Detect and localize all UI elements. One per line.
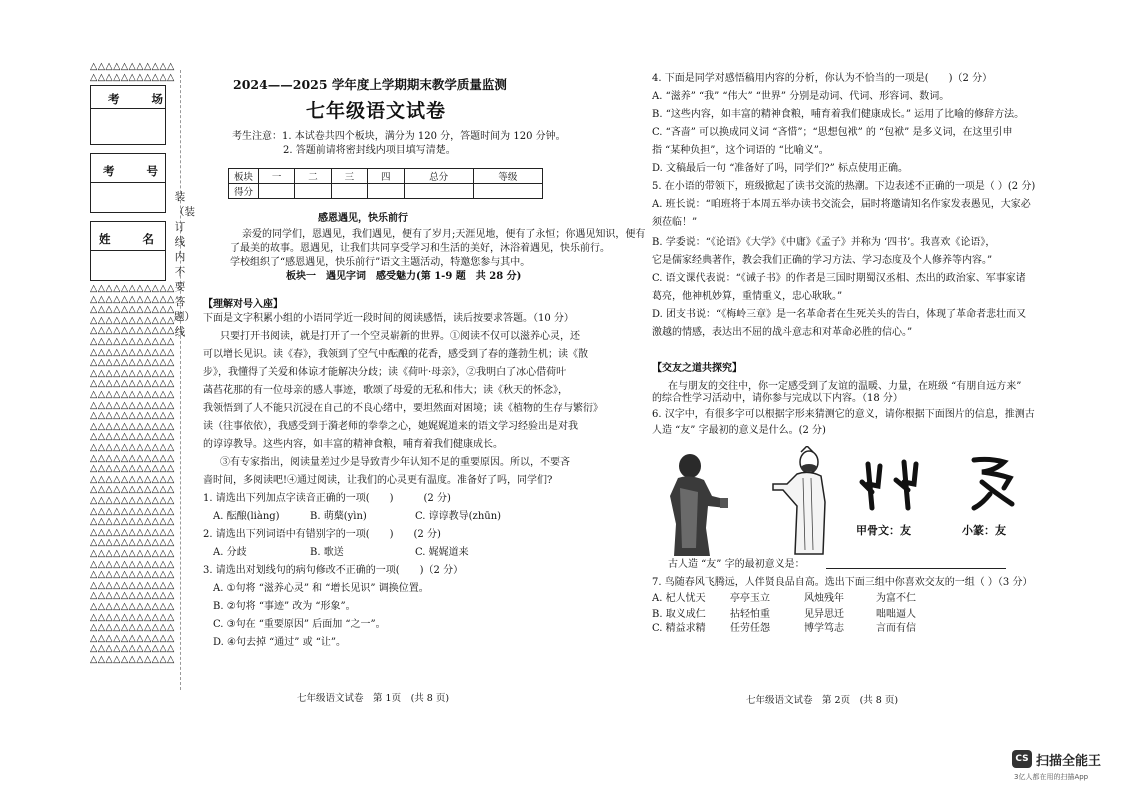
triangle-row: △△△△△△△△△△△: [90, 558, 175, 570]
part-desc-2-cont: 的综合性学习活动中，请你参与完成以下内容。（18 分）: [652, 393, 903, 404]
triangle-row: △△△△△△△△△△△: [90, 590, 175, 602]
score-header-cell: 总分: [404, 169, 473, 184]
triangle-row: △△△△△△△△△△△: [90, 622, 175, 634]
triangle-row: △△△△△△△△△△△: [90, 420, 175, 432]
triangle-row: △△△△△△△△△△△: [90, 569, 175, 581]
q2-option-b: B. 歌送: [310, 547, 344, 558]
q1-option-c: C. 谆谆教导(zhūn): [415, 511, 502, 522]
intro-line: 亲爱的同学们，恩遇见，我们遇见，便有了岁月;天涯见地，便有了永恒；你遇见知识，便有: [242, 229, 646, 240]
exam-year-title: 2024——2025 学年度上学期期末教学质量监测: [233, 77, 507, 92]
q5-option-b: B. 学委说：“《论语》《大学》《中庸》《孟子》并称为 ‘四书’。我喜欢《论语》，: [652, 237, 996, 248]
q7-row-a-4: 为富不仁: [876, 593, 916, 604]
q7-row-a-3: 风烛残年: [804, 593, 844, 604]
score-header-cell: 一: [259, 169, 295, 184]
question-6-cont: 人造 “友” 字最初的意义是什么。(2 分): [652, 425, 826, 436]
q7-row-b-1: B. 取义成仁: [652, 609, 706, 620]
passage-line: 我领悟到了人不能只沉浸在自己的不良心绪中，要坦然面对困境；读《植物的生存与繁衍》: [203, 403, 603, 414]
triangle-row: △△△△△△△△△△△: [90, 367, 175, 379]
oracle-bone-char-you-icon: [858, 456, 938, 516]
triangle-row: △△△△△△△△△△△: [90, 336, 175, 347]
score-table-header-row: [229, 169, 543, 184]
triangle-row: △△△△△△△△△△△: [90, 71, 175, 83]
triangle-row: △△△△△△△△△△△: [90, 611, 175, 623]
notice-line-1: 考生注意：1. 本试卷共四个板块，满分为 120 分，答题时间为 120 分钟。: [232, 131, 566, 142]
q7-row-c-4: 言而有信: [876, 623, 916, 634]
score-row-label: 得分: [229, 184, 259, 199]
triangle-row: △△△△△△△△△△△: [90, 643, 175, 655]
name-box: [90, 221, 169, 281]
triangle-row: △△△△△△△△△△△: [90, 516, 175, 528]
triangle-row: △△△△△△△△△△△: [90, 484, 175, 496]
exam-no-label: 考 号: [103, 164, 173, 178]
score-header-cell: 二: [295, 169, 331, 184]
question-3: 3. 请选出对划线句的病句修改不正确的一项( )（2 分）: [203, 565, 464, 576]
q5-option-a: A. 班长说：“咱班将于本周五举办读书交流会，届时将邀请知名作家发表愚见，大家必: [652, 199, 1031, 210]
triangle-row: △△△△△△△△△△△: [90, 410, 175, 422]
passage-line: 菡萏花那的有一位母亲的感人事迹，歌颂了母爱的无私和伟大；读《秋天的怀念》，: [203, 385, 568, 396]
triangle-row: △△△△△△△△△△△: [90, 399, 175, 411]
q3-option-d: D. ④句去掉 “通过” 或 “让”。: [213, 637, 346, 648]
triangle-row: △△△△△△△△△△△: [90, 293, 175, 305]
subtitle: 感恩遇见，快乐前行: [318, 213, 408, 224]
q5-option-a-cont: 须莅临！”: [652, 217, 698, 228]
q5-option-d: D. 团支书说：“《梅岭三章》是一名革命者在生死关头的告白，体现了革命者悲壮而又: [652, 309, 1027, 320]
part-label: 【理解对号入座】: [203, 299, 283, 310]
triangle-row: △△△△△△△△△△△: [90, 431, 175, 443]
q1-option-b: B. 萌蘖(yìn): [310, 511, 367, 522]
score-table-row: [229, 184, 543, 199]
passage-line: 只要打开书阅读，就是打开了一个空灵崭新的世界。①阅读不仅可以滋养心灵，还: [220, 331, 580, 342]
q7-row-c-2: 任劳任怨: [730, 623, 770, 634]
q7-row-c-3: 博学笃志: [804, 623, 844, 634]
triangle-row: △△△△△△△△△△△: [90, 378, 175, 390]
question-6: 6. 汉字中，有很多字可以根据字形来猜测它的意义，请你根据下面图片的信息，推测古: [652, 409, 1035, 420]
intro-line: 了最美的故事。恩遇见，让我们共同享受学习和生活的美好，沐浴着遇见，快乐前行。: [230, 243, 610, 254]
score-header-cell: 板块: [229, 169, 259, 184]
q7-row-b-2: 拈轻怕重: [730, 609, 770, 620]
q5-option-c: C. 语文课代表说：“《诫子书》的作者是三国时期蜀汉丞相、杰出的政治家、军事家诸: [652, 273, 1026, 284]
q4-option-d: D. 文稿最后一句 “准备好了吗，同学们?” 标点使用正确。: [652, 163, 908, 174]
section-title: 板块一 遇见字词 感受魅力(第 1-9 题 共 28 分): [286, 271, 522, 282]
triangle-row: △△△△△△△△△△△: [90, 495, 175, 506]
score-cell[interactable]: [295, 184, 331, 199]
q3-option-a: A. ①句将 “滋养心灵” 和 “增长见识” 调换位置。: [213, 583, 429, 594]
triangle-row: △△△△△△△△△△△: [90, 389, 175, 400]
triangle-row: △△△△△△△△△△△: [90, 579, 175, 591]
camscanner-brand: 扫描全能王: [1036, 754, 1102, 769]
triangle-row: △△△△△△△△△△△: [90, 452, 175, 464]
camscanner-tagline: 3亿人都在用的扫描App: [1014, 773, 1089, 781]
q7-row-a-1: A. 杞人忧天: [652, 593, 706, 604]
question-5: 5. 在小语的带领下，班级掀起了读书交流的热潮。下边表述不正确的一项是（ ）(2 分): [652, 181, 1036, 192]
q7-row-b-4: 咄咄逼人: [876, 609, 916, 620]
page-2-footer: 七年级语文试卷 第 2页 (共 8 页): [746, 695, 899, 706]
score-header-cell: 四: [368, 169, 404, 184]
small-seal-char-you-icon: [960, 452, 1030, 512]
passage-line: ③有专家指出，阅读量差过少是导致青少年认知不足的重要原因。所以，不要吝: [220, 457, 570, 468]
exam-no-box: [90, 153, 173, 213]
page-1-footer: 七年级语文试卷 第 1页 (共 8 页): [297, 693, 450, 704]
question-4: 4. 下面是同学对感悟稿用内容的分析，你认为不恰当的一项是( )（2 分）: [652, 73, 993, 84]
q4-option-c-cont: 指 “某种负担”，这个词语的 “比喻义”。: [652, 145, 829, 156]
passage-line: 啬时间，多阅读吧!④通过阅读，让我们的心灵更有温度。准备好了吗，同学们?: [203, 475, 553, 486]
triangle-row: △△△△△△△△△△△: [90, 601, 175, 612]
triangle-row: △△△△△△△△△△△: [90, 314, 175, 326]
triangle-row: △△△△△△△△△△△: [90, 325, 175, 337]
triangle-row: △△△△△△△△△△△: [90, 357, 175, 369]
passage-line: 步》，我懂得了关爱和体谅才能解决分歧；读《荷叶·母亲》，②我明白了冰心借荷叶: [203, 367, 567, 378]
q4-option-b: B. “这些内容，如丰富的精神食粮，哺育着我们健康成长。” 运用了比喻的修辞方法。: [652, 109, 1025, 120]
score-cell[interactable]: [473, 184, 542, 199]
score-header-cell: 等级: [473, 169, 542, 184]
q3-option-b: B. ②句将 “事迹” 改为 “形象”。: [213, 601, 356, 612]
name-label: 姓 名: [99, 232, 169, 246]
triangle-row: △△△△△△△△△△△: [90, 537, 175, 549]
exam-room-label: 考 场: [108, 92, 178, 106]
score-cell[interactable]: [404, 184, 473, 199]
part-desc-2: 在与朋友的交往中，你一定感受到了友谊的温暖、力量，在班级 “有朋自远方来”: [668, 381, 1022, 392]
triangle-row: △△△△△△△△△△△: [90, 505, 175, 517]
triangle-row: △△△△△△△△△△△: [90, 654, 175, 665]
triangle-row: △△△△△△△△△△△: [90, 632, 175, 644]
score-header-cell: 三: [331, 169, 367, 184]
passage-line: 读（往事依依），我感受到于漪老师的拳拳之心，她娓娓道来的语文学习经验出是对我: [203, 421, 578, 432]
triangle-row: △△△△△△△△△△△: [90, 526, 175, 538]
part-label-2: 【交友之道共探究】: [652, 363, 742, 374]
exam-main-title: 七年级语文试卷: [306, 100, 447, 122]
score-cell[interactable]: [259, 184, 295, 199]
q3-option-c: C. ③句在 “重要原因” 后面加 “之一”。: [213, 619, 386, 630]
small-seal-label: 小篆：友: [962, 524, 1006, 537]
score-cell[interactable]: [331, 184, 367, 199]
q6-answer-blank[interactable]: [826, 568, 1006, 569]
question-7: 7. 鸟随春风飞腾远，人伴贤良品自高。选出下面三组中你喜欢交友的一组（ ）（3 分）: [652, 577, 1033, 588]
q7-row-b-3: 见异思迁: [804, 609, 844, 620]
q4-option-a: A. “滋养” “我” “伟大” “世界” 分别是动词、代词、形容词、数词。: [652, 91, 950, 102]
intro-line: 学校组织了“感恩遇见，快乐前行”语文主题活动，特邀您参与其中。: [230, 257, 531, 268]
triangle-row: △△△△△△△△△△△: [90, 346, 175, 358]
passage-line: 的谆谆教导。这些内容，如丰富的精神食粮，哺育着我们健康成长。: [203, 439, 503, 450]
q2-option-a: A. 分歧: [213, 547, 247, 558]
q4-option-c: C. “吝啬” 可以换成同义词 “吝惜”；“思想包袱” 的 “包袱” 是多义词，在这里引申: [652, 127, 1013, 138]
oracle-bone-label: 甲骨文：友: [856, 524, 911, 537]
triangle-row: △△△△△△△△△△△: [90, 442, 175, 453]
q7-row-a-2: 亭亭玉立: [730, 593, 770, 604]
triangle-row: △△△△△△△△△△△: [90, 473, 175, 485]
triangle-row: △△△△△△△△△△△: [90, 463, 175, 475]
passage-line: 可以增长见识。读《春》，我领到了空气中酝酿的花香，感受到了春的蓬勃生机；读《散: [203, 349, 588, 360]
exam-room-box: [90, 85, 178, 145]
question-2: 2. 请选出下列词语中有错别字的一项( ) (2 分): [203, 529, 441, 540]
seal-line: [180, 70, 181, 690]
part-desc: 下面是文字积累小组的小语同学近一段时间的阅读感悟，读后按要求答题。（10 分）: [203, 313, 574, 324]
q2-option-c: C. 娓娓道来: [415, 547, 469, 558]
q1-option-a: A. 酝酿(liàng): [213, 511, 280, 522]
triangle-row: △△△△△△△△△△△: [90, 283, 175, 294]
triangle-row: △△△△△△△△△△△: [90, 548, 175, 559]
q5-option-d-cont: 激越的情感，表达出不屈的战斗意志和对革命必胜的信心。”: [652, 327, 913, 338]
score-cell[interactable]: [368, 184, 404, 199]
camscanner-logo-icon: [1012, 750, 1032, 768]
q7-row-c-1: C. 精益求精: [652, 623, 706, 634]
figure-scholar-illustration: [765, 446, 845, 556]
question-1: 1. 请选出下列加点字读音正确的一项( ) (2 分): [203, 493, 451, 504]
triangle-row: △△△△△△△△△△△: [90, 61, 175, 72]
score-table: [228, 168, 543, 199]
logo-text: CS: [1015, 754, 1029, 764]
q6-answer-prompt: 古人造 “友” 字的最初意义是：: [668, 559, 805, 570]
q5-option-c-cont: 葛亮，他神机妙算，重情重义，忠心耿耿。”: [652, 291, 843, 302]
triangle-row: △△△△△△△△△△△: [90, 304, 175, 316]
notice-line-2: 2. 答题前请将密封线内项目填写清楚。: [283, 145, 456, 156]
figure-elder-illustration: [650, 448, 740, 558]
q5-option-b-cont: 它是儒家经典著作，教会我们正确的学习方法、学习态度及个人修养等内容。”: [652, 255, 993, 266]
seal-text: 装（装订线内不要答题）线: [174, 191, 195, 338]
